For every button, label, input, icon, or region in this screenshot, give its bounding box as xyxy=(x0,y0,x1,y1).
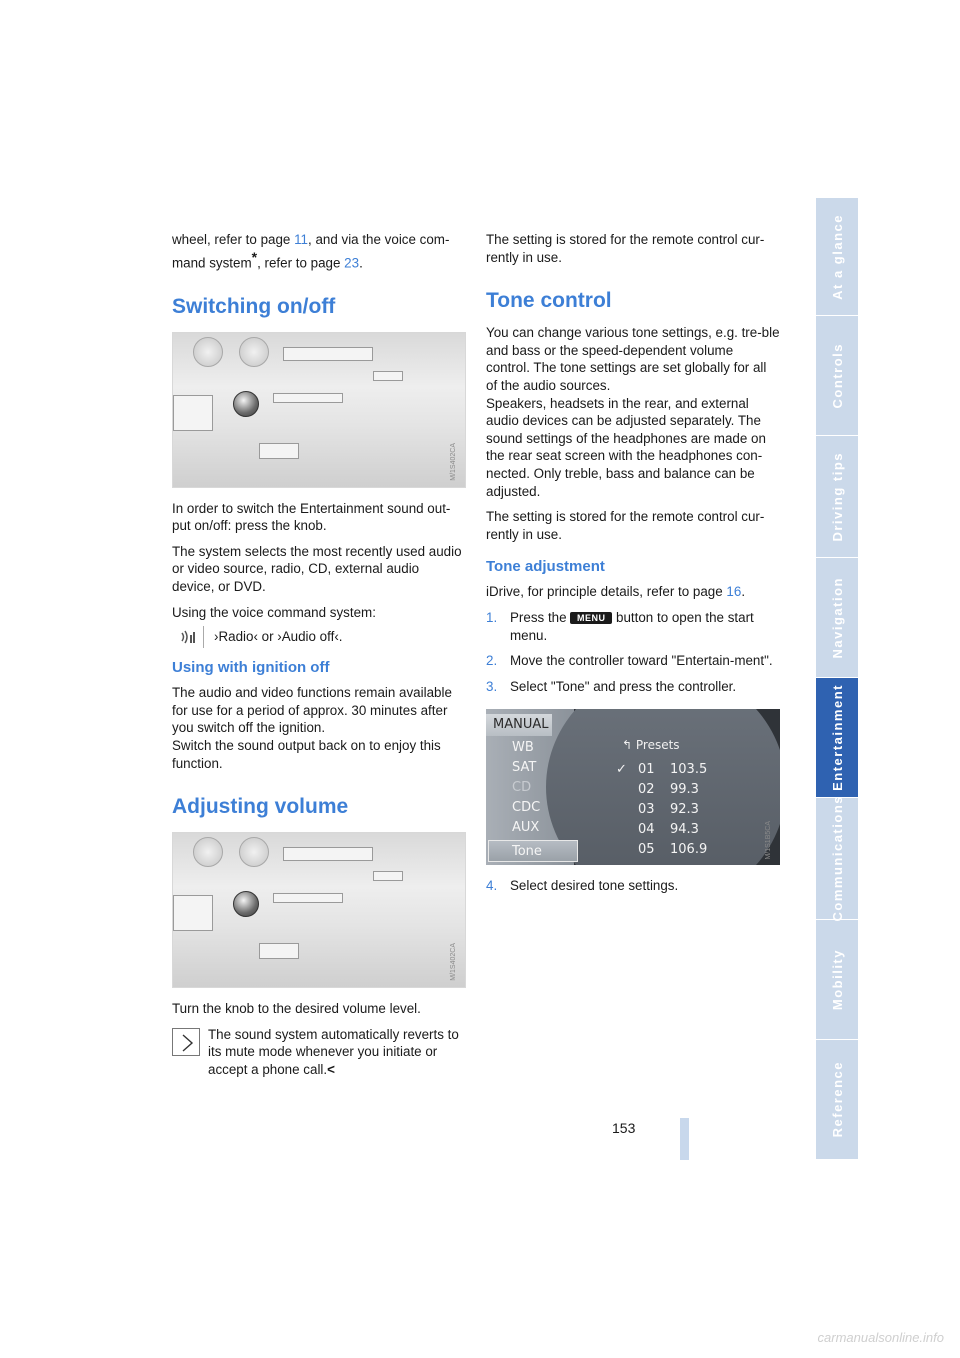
tab-driving-tips[interactable] xyxy=(816,436,858,558)
intro-text-c: , refer to page xyxy=(257,255,345,271)
preset-row xyxy=(616,821,756,841)
note-arrow-icon xyxy=(172,1028,200,1056)
step-number: 4. xyxy=(486,878,498,894)
cd-slot xyxy=(283,347,373,361)
tab-label: Communications xyxy=(829,795,845,922)
dial-shape xyxy=(239,337,269,367)
source-cdc: CDC xyxy=(512,800,541,816)
check-icon xyxy=(616,821,638,841)
check-icon xyxy=(616,841,638,861)
switching-p1: In order to switch the Entertainment sound out-put on/off: press the knob. xyxy=(172,500,451,534)
source-aux: AUX xyxy=(512,820,540,836)
step-text: Select "Tone" and press the controller. xyxy=(510,678,737,694)
preset-frequency: 103.5 xyxy=(670,762,708,778)
check-icon xyxy=(616,781,638,801)
preset-number: 05 xyxy=(638,842,655,858)
dial-shape xyxy=(193,337,223,367)
tab-label: At a glance xyxy=(829,213,845,300)
tone-adjust-period: . xyxy=(741,584,746,600)
ignition-p1 xyxy=(172,684,465,737)
step-item xyxy=(486,652,780,670)
step-text: Select desired tone settings. xyxy=(510,878,679,894)
preset-frequency: 94.3 xyxy=(670,822,699,838)
tab-at-a-glance[interactable] xyxy=(816,198,858,316)
tab-navigation[interactable] xyxy=(816,558,858,678)
source-sat: SAT xyxy=(512,760,537,776)
screen-code: M/1S1B5CA xyxy=(765,820,773,860)
menu-button-icon: MENU xyxy=(570,612,612,624)
tab-label: Reference xyxy=(829,1061,845,1138)
check-icon xyxy=(616,801,638,821)
tab-mobility[interactable] xyxy=(816,920,858,1040)
button-strip xyxy=(273,893,343,903)
step-item xyxy=(486,877,780,895)
steps-list-continued xyxy=(486,877,780,895)
presets-header xyxy=(622,737,680,755)
note-end-mark: < xyxy=(327,1061,335,1077)
check-icon: ✓ xyxy=(616,762,627,778)
preset-frequency: 92.3 xyxy=(670,802,699,818)
preset-number: 02 xyxy=(638,782,655,798)
intro-text-d: . xyxy=(359,255,363,271)
button-strip xyxy=(373,871,403,881)
idrive-screen xyxy=(486,709,780,865)
step-number: 2. xyxy=(486,653,498,669)
back-arrow-icon: ↰ xyxy=(622,738,636,753)
note-paragraph xyxy=(172,1026,465,1079)
tone-p3: The setting is stored for the remote control cur-rently in use. xyxy=(486,509,765,542)
intro-text-b: , and via the voice com-mand system xyxy=(172,232,450,271)
tab-controls[interactable] xyxy=(816,316,858,436)
right-column xyxy=(486,231,780,903)
presets-label: Presets xyxy=(635,738,680,753)
volume-p1: Turn the knob to the desired volume level. xyxy=(172,1001,421,1017)
page-number-bar xyxy=(680,1118,689,1160)
asterisk-mark: * xyxy=(251,248,258,265)
preset-frequency: 106.9 xyxy=(670,842,708,858)
volume-knob xyxy=(233,391,259,417)
eject-slot xyxy=(259,943,299,959)
right-p0: The setting is stored for the remote control cur-rently in use. xyxy=(486,232,765,265)
source-wb: WB xyxy=(512,740,534,756)
heading-volume: Adjusting volume xyxy=(172,795,349,819)
voice-command-text: ›Radio‹ or ›Audio off‹. xyxy=(214,628,343,644)
voice-command-row xyxy=(172,625,465,648)
intro-text-a: wheel, refer to page xyxy=(172,232,295,247)
ignition-text-1: The audio and video functions remain available for use for a period of approx. 30 minutes after you switch off the ignition. xyxy=(172,685,452,736)
source-tone: Tone xyxy=(512,844,542,860)
tab-entertainment[interactable] xyxy=(816,678,858,798)
preset-row xyxy=(616,781,756,801)
preset-row xyxy=(616,841,756,861)
heading-tone-control: Tone control xyxy=(486,289,612,313)
note-text: The sound system automatically reverts to its mute mode whenever you initiate or accept a phone call. xyxy=(208,1026,459,1077)
photo-code: M/1S402CA xyxy=(450,442,458,481)
heading-switching: Switching on/off xyxy=(172,294,336,318)
step-text xyxy=(510,609,780,644)
step-text-b: button to open the start menu. xyxy=(510,609,754,643)
preset-row xyxy=(616,761,756,781)
tab-label: Driving tips xyxy=(829,451,845,542)
preset-frequency: 99.3 xyxy=(670,782,699,798)
voice-command-icon xyxy=(172,626,204,648)
vent-panel xyxy=(173,395,213,431)
tone-adjust-p1 xyxy=(486,583,780,601)
button-strip xyxy=(373,371,403,381)
ignition-p2: Switch the sound output back on to enjoy this function. xyxy=(172,738,441,771)
step-number: 1. xyxy=(486,609,498,625)
heading-ignition: Using with ignition off xyxy=(172,659,330,677)
tab-label: Controls xyxy=(829,342,845,409)
dial-shape xyxy=(239,837,269,867)
page-link-23[interactable]: 23 xyxy=(344,255,360,271)
button-strip xyxy=(273,393,343,403)
heading-tone-adjustment: Tone adjustment xyxy=(486,558,605,576)
tab-label: Navigation xyxy=(829,576,845,659)
eject-slot xyxy=(259,443,299,459)
preset-number: 03 xyxy=(638,802,655,818)
tab-label: Entertainment xyxy=(829,684,845,791)
tone-adjust-text: iDrive, for principle details, refer to page xyxy=(486,584,727,600)
step-item xyxy=(486,678,780,696)
switching-p2: The system selects the most recently used audio or video source, radio, CD, external audio device, or DVD. xyxy=(172,543,462,595)
switching-p3: Using the voice command system: xyxy=(172,604,376,620)
tab-label: Mobility xyxy=(829,948,845,1011)
page-number: 153 xyxy=(612,1120,636,1136)
volume-knob xyxy=(233,891,259,917)
step-text-a: Press the xyxy=(510,609,571,625)
dashboard-volume-photo xyxy=(172,832,466,988)
cd-slot xyxy=(283,847,373,861)
tab-communications[interactable] xyxy=(816,795,858,922)
page-link-11[interactable]: 11 xyxy=(294,232,308,247)
dial-shape xyxy=(193,837,223,867)
source-cd: CD xyxy=(512,780,532,796)
left-column xyxy=(172,231,465,1087)
steps-list xyxy=(486,609,780,695)
preset-list xyxy=(616,761,756,861)
tone-p1: You can change various tone settings, e.g. tre-ble and bass or the speed-dependent volume control. The tone settings are set globally for all of the audio sources. xyxy=(486,325,780,393)
preset-number: 01 xyxy=(638,762,655,778)
section-tabs xyxy=(816,198,858,1160)
tab-reference[interactable] xyxy=(816,1040,858,1160)
manual-label: MANUAL xyxy=(486,714,552,736)
intro-paragraph xyxy=(172,231,465,272)
photo-code: M/1S402CA xyxy=(450,943,458,982)
page-link-16[interactable]: 16 xyxy=(726,584,742,600)
note-block xyxy=(172,1026,465,1079)
tone-p2: Speakers, headsets in the rear, and external audio devices can be adjusted separately. The sound settings of the headphones are made on the rear seat screen with the headphones con-nected. Only treble, bass and balance can be adjusted. xyxy=(486,395,766,499)
step-number: 3. xyxy=(486,678,498,694)
preset-row xyxy=(616,801,756,821)
footer-watermark: carmanualsonline.info xyxy=(817,1330,944,1345)
dashboard-knob-photo xyxy=(172,332,466,488)
step-item xyxy=(486,609,780,644)
vent-panel xyxy=(173,895,213,931)
step-text: Move the controller toward "Entertain-ment". xyxy=(510,653,773,669)
preset-number: 04 xyxy=(638,822,655,838)
